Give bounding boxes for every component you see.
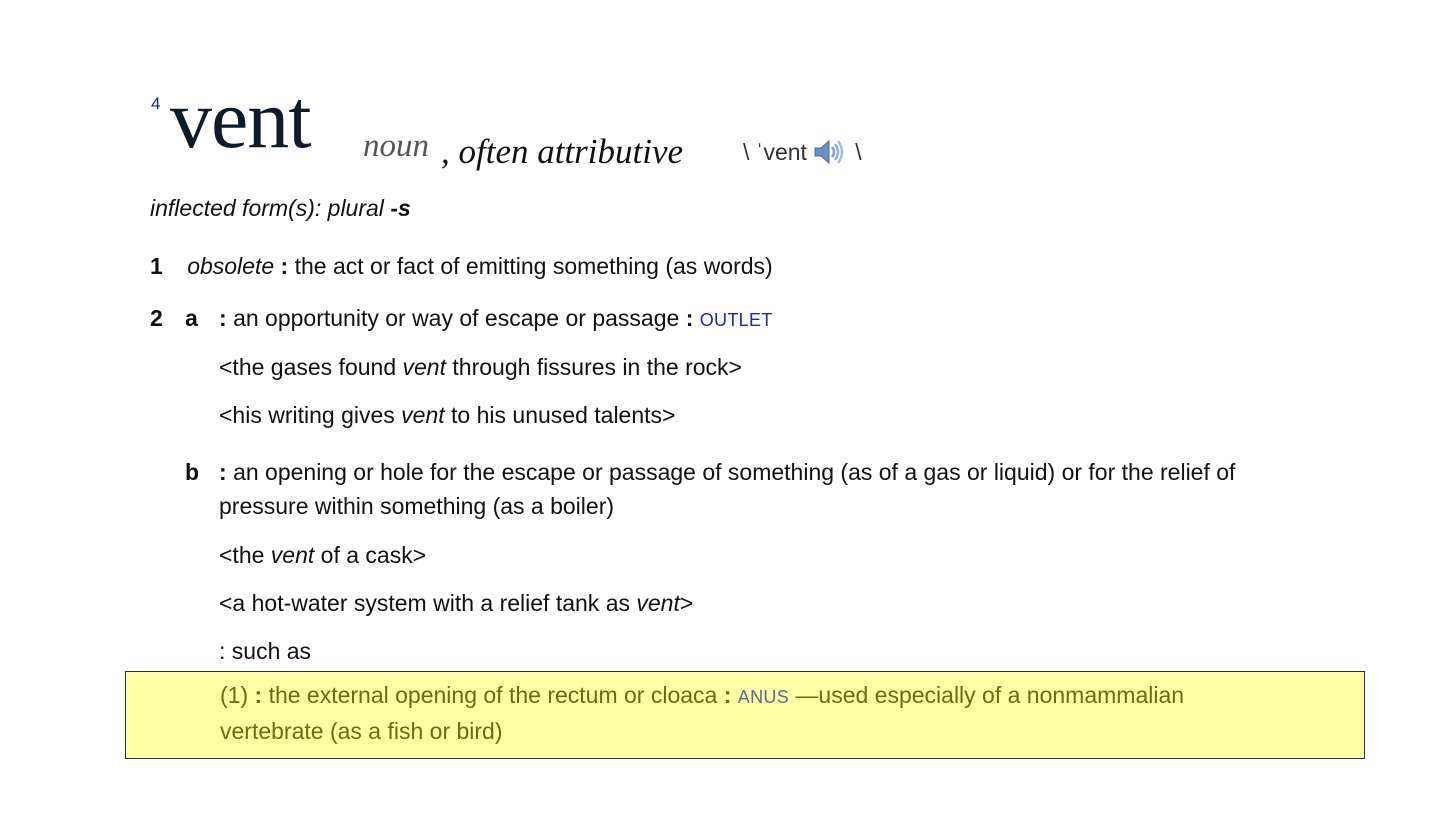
definition-text: the external opening of the rectum or cloaca [268,682,724,708]
example-post: of a cask> [314,542,427,568]
subsense-number: (1) [220,682,255,708]
sense-2b-definition-cont [219,489,614,523]
definition-text: the act or fact of emitting something (as words) [294,253,773,279]
inflection-label: inflected form(s): plural [150,195,391,221]
example-post: through fissures in the rock> [446,354,742,380]
pronunciation [743,138,862,166]
example-sentence [219,398,675,432]
pron-close: \ [848,139,862,165]
sense-2a-definition [219,301,773,337]
xref-anus-link[interactable]: ANUS [737,687,790,707]
sense-1 [150,249,773,283]
sense-number: 1 [150,253,163,279]
homograph-number: 4 [151,94,161,113]
headword: vent [170,73,311,166]
inflection-suffix: -s [390,195,411,221]
part-of-speech: noun [363,128,429,164]
sense-letter: a [185,305,198,331]
usage-note: —used especially of a nonmammalian [789,682,1185,708]
sense-2b-definition [219,455,1235,489]
sense-2a-letter [185,301,198,335]
definition-text: an opening or hole for the escape or passage of something (as of a gas or liquid) or for the relief of [233,459,1236,485]
example-post: to his unused talents> [444,402,676,428]
subsense-1 [220,678,1320,748]
example-pre: <the [219,542,271,568]
sense-2b-letter [185,455,199,489]
entry-header [150,73,1350,178]
example-pre: <a hot-water system with a relief tank as [219,590,637,616]
example-sentence [219,538,426,572]
example-sentence [219,586,693,620]
inflected-forms [150,191,411,225]
sense-number: 2 [150,305,163,331]
colon: : [274,253,295,279]
pronunciation-text: ˈvent [755,139,807,165]
usage-note-cont: vertebrate (as a fish or bird) [220,718,503,744]
such-as: : such as [219,638,312,664]
sense-letter: b [185,459,200,485]
colon: : [254,682,269,708]
example-post: > [679,590,694,616]
xref-outlet-link[interactable]: OUTLET [699,310,773,330]
pron-open: \ [743,139,756,165]
colon: : [219,305,234,331]
highlighted-subsense [125,671,1365,759]
example-pre: <his writing gives [219,402,402,428]
example-em: vent [270,542,315,568]
example-em: vent [402,354,446,380]
colon: : [219,459,234,485]
definition-text: an opportunity or way of escape or passage [233,305,686,331]
example-em: vent [636,590,680,616]
example-em: vent [401,402,445,428]
pos-modifier: , often attributive [441,132,684,171]
definition-text: pressure within something (as a boiler) [219,493,615,519]
colon: : [723,682,738,708]
colon: : [685,305,700,331]
example-pre: <the gases found [219,354,403,380]
speaker-icon[interactable] [813,138,845,166]
sense-label: obsolete [187,253,275,279]
example-sentence [219,350,742,384]
sense-2a [150,301,163,335]
